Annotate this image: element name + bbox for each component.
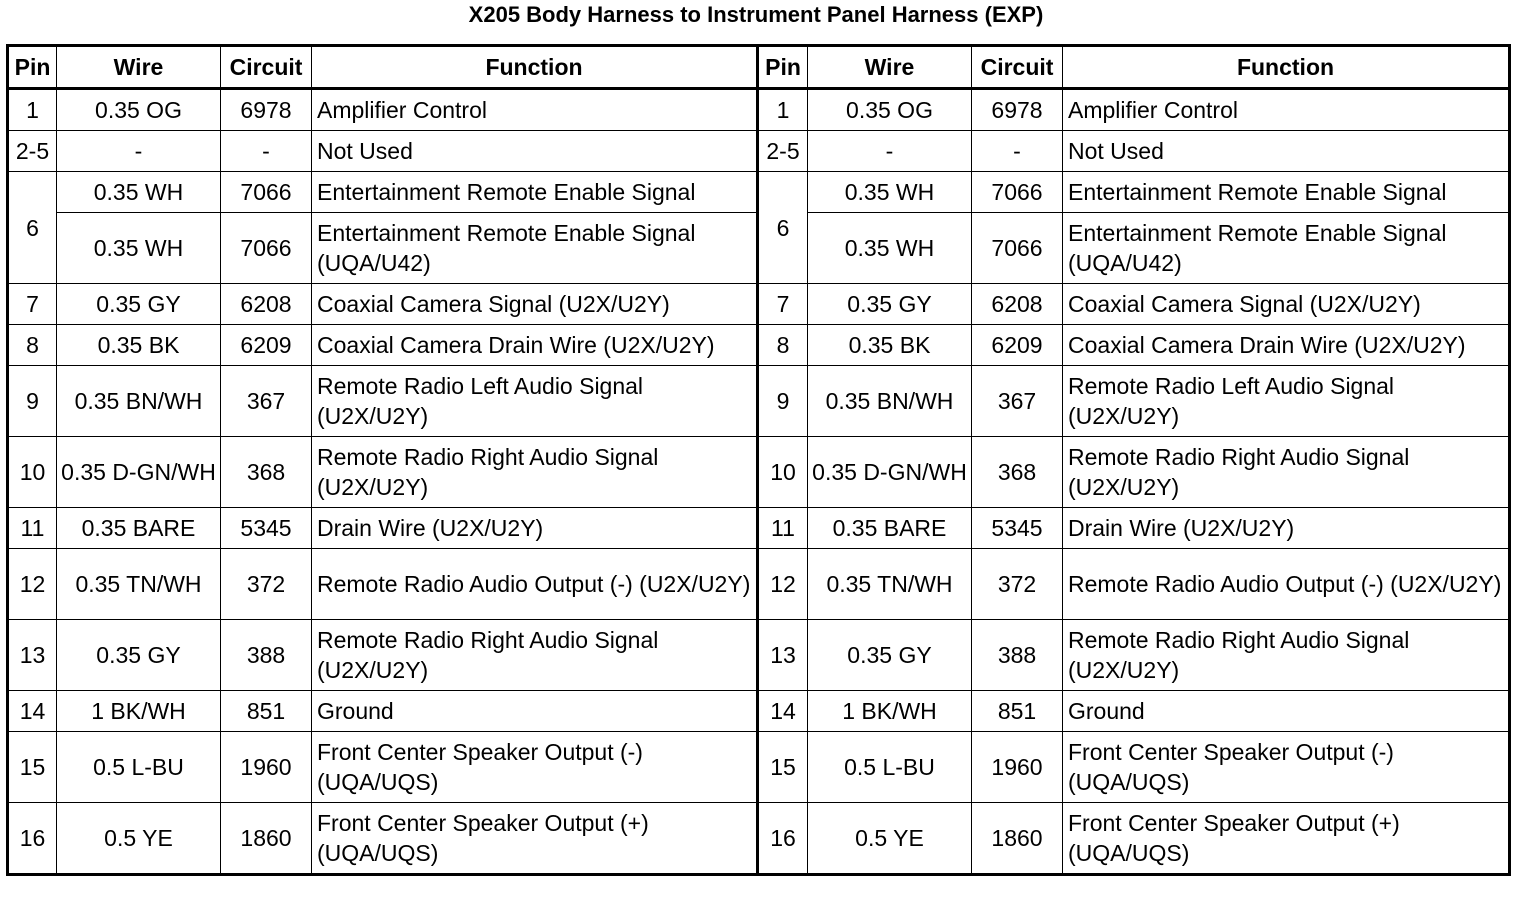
circuit-cell: 367: [972, 366, 1063, 437]
function-cell: Drain Wire (U2X/U2Y): [312, 508, 758, 549]
pin-cell: 16: [8, 803, 57, 875]
circuit-cell: 1960: [972, 732, 1063, 803]
function-cell: Not Used: [312, 131, 758, 172]
pin-cell: 10: [758, 437, 808, 508]
circuit-cell: 851: [972, 691, 1063, 732]
wire-cell: 1 BK/WH: [808, 691, 972, 732]
header-function: Function: [312, 46, 758, 89]
circuit-cell: 6208: [972, 284, 1063, 325]
wire-cell: 0.35 OG: [57, 89, 221, 131]
function-cell: Amplifier Control: [312, 89, 758, 131]
function-cell: Front Center Speaker Output (+) (UQA/UQS): [1063, 803, 1510, 875]
function-cell: Ground: [312, 691, 758, 732]
header-function: Function: [1063, 46, 1510, 89]
wire-cell: 0.35 D-GN/WH: [808, 437, 972, 508]
circuit-cell: 6208: [221, 284, 312, 325]
wire-cell: 0.35 GY: [57, 284, 221, 325]
wire-cell: -: [57, 131, 221, 172]
pin-cell: 13: [8, 620, 57, 691]
wire-cell: 0.35 BN/WH: [808, 366, 972, 437]
pin-cell: 9: [758, 366, 808, 437]
circuit-cell: 368: [221, 437, 312, 508]
circuit-cell: 7066: [972, 172, 1063, 213]
table-body: [8, 89, 1510, 875]
function-cell: Remote Radio Right Audio Signal (U2X/U2Y): [312, 437, 758, 508]
function-cell: Remote Radio Right Audio Signal (U2X/U2Y): [1063, 620, 1510, 691]
function-cell: Drain Wire (U2X/U2Y): [1063, 508, 1510, 549]
function-cell: Coaxial Camera Drain Wire (U2X/U2Y): [1063, 325, 1510, 366]
function-cell: Coaxial Camera Signal (U2X/U2Y): [312, 284, 758, 325]
pin-cell: 2-5: [758, 131, 808, 172]
function-cell: Remote Radio Left Audio Signal (U2X/U2Y): [312, 366, 758, 437]
table-row: [8, 437, 1510, 508]
circuit-cell: 851: [221, 691, 312, 732]
table-row: [8, 803, 1510, 875]
wire-cell: 0.35 BN/WH: [57, 366, 221, 437]
header-wire: Wire: [57, 46, 221, 89]
header-wire: Wire: [808, 46, 972, 89]
wire-cell: 0.35 GY: [57, 620, 221, 691]
page-title: X205 Body Harness to Instrument Panel Harness (EXP): [468, 2, 1044, 27]
pin-cell: 14: [8, 691, 57, 732]
function-cell: Front Center Speaker Output (+) (UQA/UQS): [312, 803, 758, 875]
pin-cell: 10: [8, 437, 57, 508]
table-row: [8, 131, 1510, 172]
wire-cell: 0.35 GY: [808, 620, 972, 691]
circuit-cell: 6978: [221, 89, 312, 131]
table-row: [8, 366, 1510, 437]
pin-cell: 1: [8, 89, 57, 131]
function-cell: Front Center Speaker Output (-) (UQA/UQS): [312, 732, 758, 803]
wire-cell: 0.35 BK: [808, 325, 972, 366]
wire-cell: 0.35 GY: [808, 284, 972, 325]
circuit-cell: 7066: [972, 213, 1063, 284]
wire-cell: 0.35 BARE: [808, 508, 972, 549]
pin-cell: 7: [8, 284, 57, 325]
wire-cell: 0.5 L-BU: [808, 732, 972, 803]
table-row: [8, 89, 1510, 131]
pin-cell: 12: [8, 549, 57, 620]
circuit-cell: 388: [972, 620, 1063, 691]
circuit-cell: 5345: [221, 508, 312, 549]
circuit-cell: 388: [221, 620, 312, 691]
pin-cell: 16: [758, 803, 808, 875]
function-cell: Front Center Speaker Output (-) (UQA/UQS): [1063, 732, 1510, 803]
pin-cell: 8: [8, 325, 57, 366]
pin-cell: 6: [8, 172, 57, 284]
function-cell: Entertainment Remote Enable Signal (UQA/U42): [1063, 213, 1510, 284]
circuit-cell: 368: [972, 437, 1063, 508]
wire-cell: 1 BK/WH: [57, 691, 221, 732]
circuit-cell: 1860: [221, 803, 312, 875]
circuit-cell: 7066: [221, 172, 312, 213]
wire-cell: 0.35 WH: [57, 213, 221, 284]
header-pin: Pin: [8, 46, 57, 89]
table-row: [8, 508, 1510, 549]
pin-cell: 15: [758, 732, 808, 803]
wire-cell: 0.35 WH: [57, 172, 221, 213]
pin-cell: 13: [758, 620, 808, 691]
pin-cell: 2-5: [8, 131, 57, 172]
table-row: [8, 732, 1510, 803]
circuit-cell: -: [221, 131, 312, 172]
pin-cell: 9: [8, 366, 57, 437]
pin-cell: 8: [758, 325, 808, 366]
circuit-cell: 7066: [221, 213, 312, 284]
circuit-cell: 6209: [221, 325, 312, 366]
pin-cell: 14: [758, 691, 808, 732]
wire-cell: 0.35 WH: [808, 172, 972, 213]
table-row: [8, 172, 1510, 213]
wire-cell: 0.35 WH: [808, 213, 972, 284]
function-cell: Remote Radio Right Audio Signal (U2X/U2Y): [1063, 437, 1510, 508]
table-row: [8, 620, 1510, 691]
wire-cell: -: [808, 131, 972, 172]
function-cell: Coaxial Camera Signal (U2X/U2Y): [1063, 284, 1510, 325]
wire-cell: 0.35 D-GN/WH: [57, 437, 221, 508]
wire-cell: 0.35 BARE: [57, 508, 221, 549]
circuit-cell: 372: [972, 549, 1063, 620]
function-cell: Remote Radio Audio Output (-) (U2X/U2Y): [312, 549, 758, 620]
function-cell: Entertainment Remote Enable Signal: [312, 172, 758, 213]
table-header-row: [8, 46, 1510, 89]
circuit-cell: 367: [221, 366, 312, 437]
wire-cell: 0.35 TN/WH: [808, 549, 972, 620]
pin-cell: 12: [758, 549, 808, 620]
table-row: [8, 549, 1510, 620]
wire-cell: 0.35 BK: [57, 325, 221, 366]
function-cell: Not Used: [1063, 131, 1510, 172]
function-cell: Coaxial Camera Drain Wire (U2X/U2Y): [312, 325, 758, 366]
wire-cell: 0.5 L-BU: [57, 732, 221, 803]
pin-cell: 7: [758, 284, 808, 325]
header-circuit: Circuit: [221, 46, 312, 89]
pin-cell: 6: [758, 172, 808, 284]
function-cell: Remote Radio Left Audio Signal (U2X/U2Y): [1063, 366, 1510, 437]
function-cell: Amplifier Control: [1063, 89, 1510, 131]
table-row: [8, 691, 1510, 732]
table-row: [8, 325, 1510, 366]
wire-cell: 0.35 TN/WH: [57, 549, 221, 620]
circuit-cell: 5345: [972, 508, 1063, 549]
pin-cell: 15: [8, 732, 57, 803]
function-cell: Entertainment Remote Enable Signal (UQA/U42): [312, 213, 758, 284]
function-cell: Remote Radio Audio Output (-) (U2X/U2Y): [1063, 549, 1510, 620]
wire-cell: 0.5 YE: [808, 803, 972, 875]
pinout-table: [6, 44, 1511, 876]
pin-cell: 1: [758, 89, 808, 131]
function-cell: Entertainment Remote Enable Signal: [1063, 172, 1510, 213]
pin-cell: 11: [8, 508, 57, 549]
table-row: [8, 284, 1510, 325]
header-pin: Pin: [758, 46, 808, 89]
circuit-cell: 1960: [221, 732, 312, 803]
header-circuit: Circuit: [972, 46, 1063, 89]
function-cell: Remote Radio Right Audio Signal (U2X/U2Y): [312, 620, 758, 691]
circuit-cell: -: [972, 131, 1063, 172]
function-cell: Ground: [1063, 691, 1510, 732]
wire-cell: 0.5 YE: [57, 803, 221, 875]
circuit-cell: 372: [221, 549, 312, 620]
circuit-cell: 1860: [972, 803, 1063, 875]
circuit-cell: 6209: [972, 325, 1063, 366]
pin-cell: 11: [758, 508, 808, 549]
wire-cell: 0.35 OG: [808, 89, 972, 131]
circuit-cell: 6978: [972, 89, 1063, 131]
